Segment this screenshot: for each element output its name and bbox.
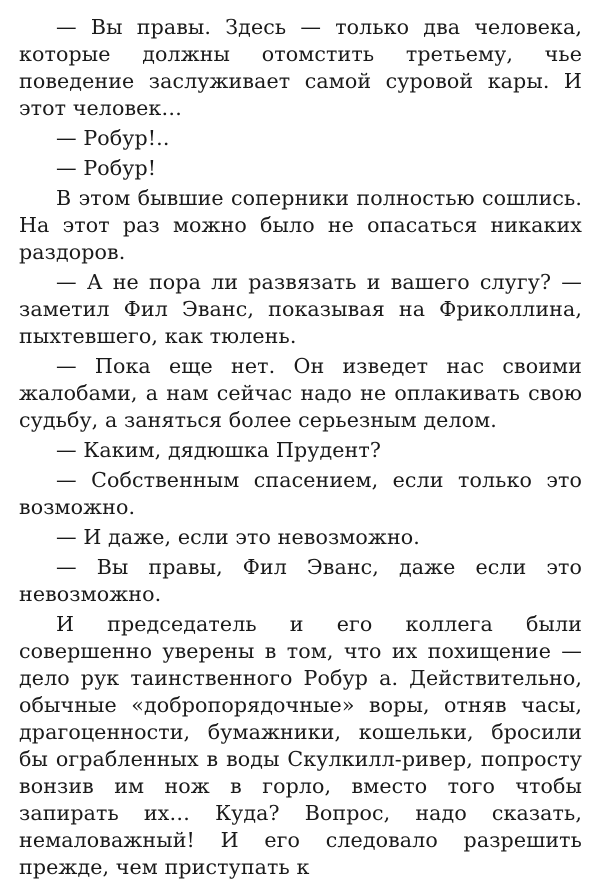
paragraph-9: — И даже, если это невозможно.	[56, 525, 420, 549]
paragraph-5: — А не пора ли развязать и вашего слугу? — заметил Фил Эванс, показывая на Фриколлина, пыхтевшего, как тюлень.	[19, 270, 582, 348]
paragraph-4: В этом бывшие соперники полностью сошлись. На этот раз можно было не опасаться никаких раздоров.	[19, 186, 582, 264]
paragraph-10: — Вы правы, Фил Эванс, даже если это невозможно.	[19, 555, 582, 606]
paragraph-2: — Робур!..	[56, 126, 170, 150]
book-page	[19, 14, 582, 881]
paragraph-11: И председатель и его коллега были совершенно уверены в том, что их похищение — дело рук таинственного Робур а. Действительно, обычные «добропорядочные» воры, отняв часы, драгоценности, бумажники, кошельки, бросили бы ограбленных в воды Скулкилл-ривер, попросту вонзив им нож в горло, вместо того чтобы запирать их… Куда? Вопрос, надо сказать, немаловажный! И его следовало разрешить прежде, чем приступать к	[19, 612, 582, 879]
paragraph-7: — Каким, дядюшка Прудент?	[56, 438, 381, 462]
paragraph-1: — Вы правы. Здесь — только два человека, которые должны отомстить третьему, чье поведение заслуживает самой суровой кары. И этот человек…	[19, 15, 582, 120]
paragraph-8: — Собственным спасением, если только это возможно.	[19, 468, 582, 519]
paragraph-6: — Пока еще нет. Он изведет нас своими жалобами, а нам сейчас надо не оплакивать свою судьбу, а заняться более серьезным делом.	[19, 354, 582, 432]
paragraph-3: — Робур!	[56, 156, 157, 180]
